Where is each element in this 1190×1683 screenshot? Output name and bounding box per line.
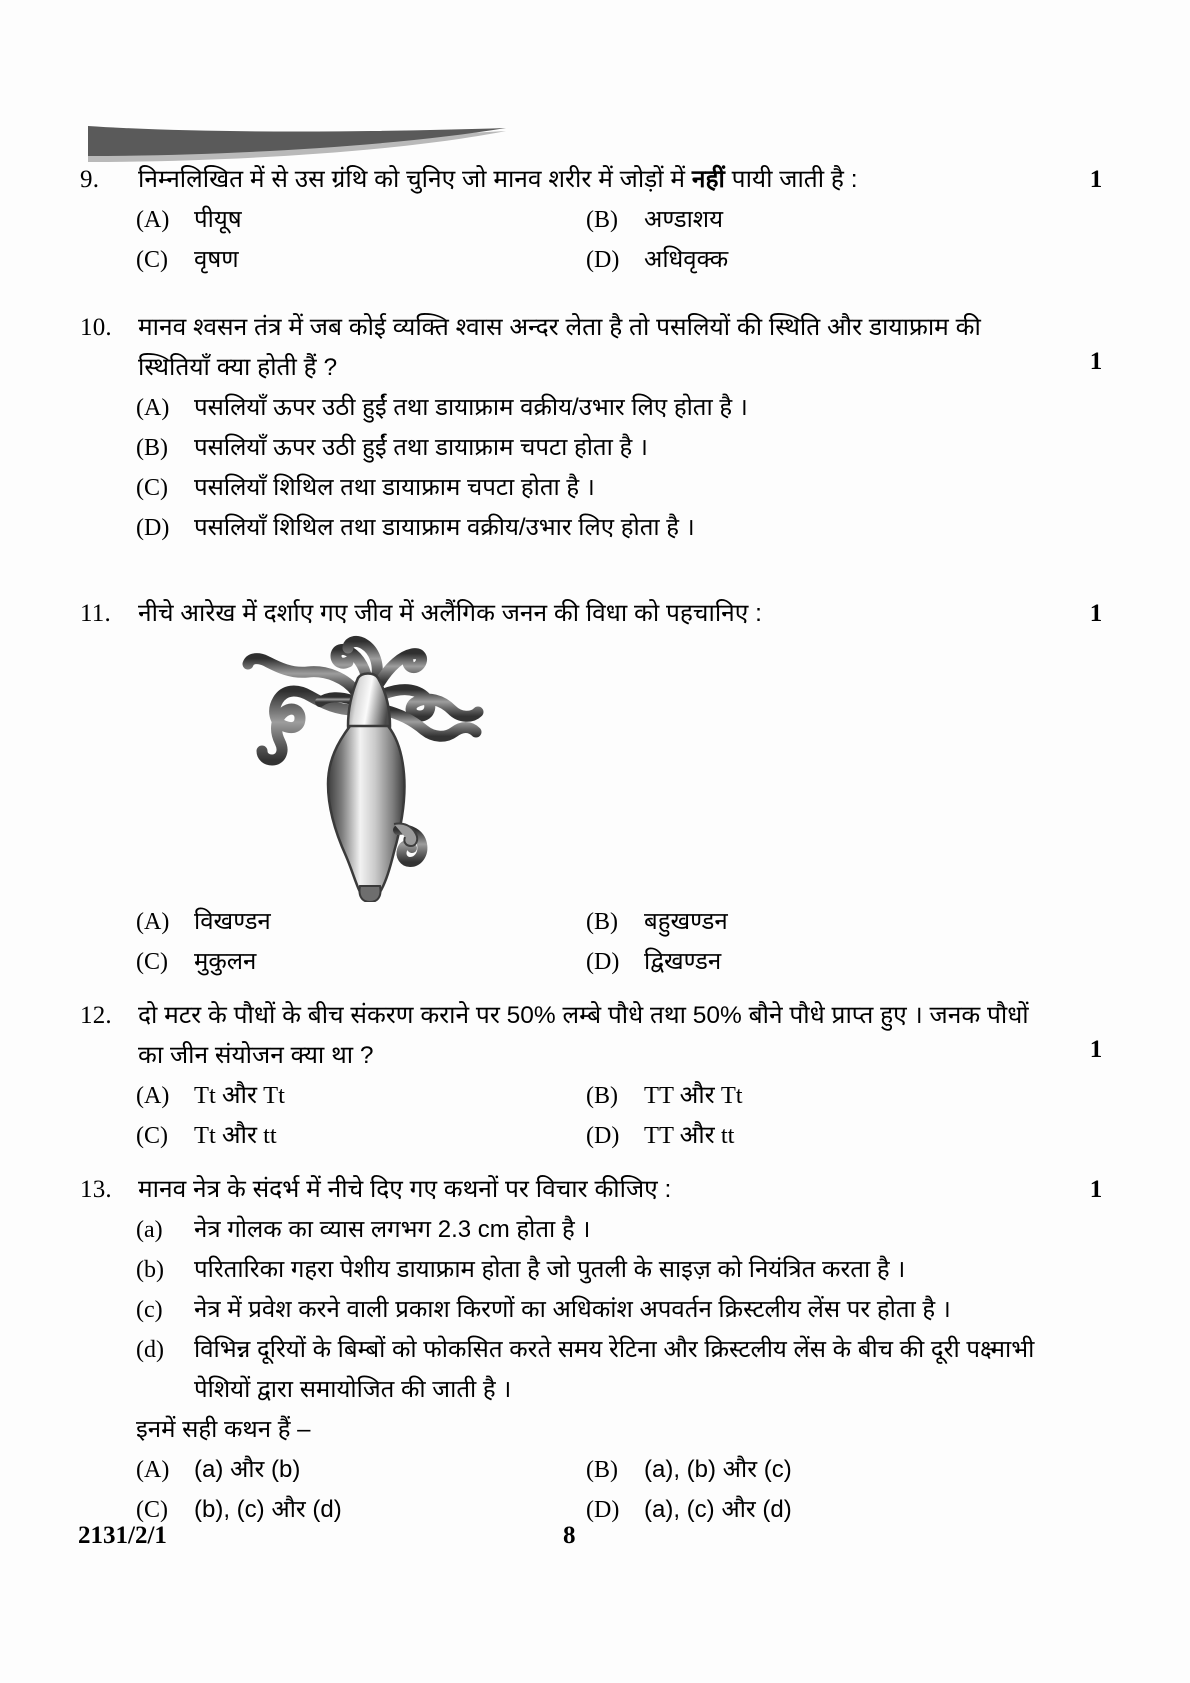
option-value: अधिवृक्क xyxy=(644,246,729,273)
option-label: (D) xyxy=(586,949,620,975)
statement-value: नेत्र गोलक का व्यास लगभग 2.3 cm होता है । xyxy=(194,1216,591,1243)
paper-code: 2131/2/1 xyxy=(78,1522,167,1549)
option-a[interactable] xyxy=(136,902,586,942)
question-13-lead-in: इनमें सही कथन हैं – xyxy=(136,1416,311,1443)
statement-value: नेत्र में प्रवेश करने वाली प्रकाश किरणों का अधिकांश अपवर्तन क्रिस्टलीय लेंस पर होता है । xyxy=(194,1296,951,1323)
option-value: विखण्डन xyxy=(194,908,271,935)
question-12-text: दो मटर के पौधों के बीच संकरण कराने पर 50% लम्बे पौधे तथा 50% बौने पौधे प्राप्त हुए । जनक पौधों का जीन संयोजन क्या था ? xyxy=(138,1002,1029,1069)
option-a[interactable] xyxy=(136,388,1086,428)
question-11-marks: 1 xyxy=(1089,600,1103,627)
question-9-stem xyxy=(78,160,1113,200)
option-value: Tt और tt xyxy=(194,1122,277,1149)
option-d[interactable] xyxy=(586,240,1036,280)
question-9-text xyxy=(138,160,1113,200)
question-10-number: 10. xyxy=(80,314,112,341)
option-b[interactable] xyxy=(586,1076,1036,1116)
question-11 xyxy=(78,594,1113,982)
question-9-number: 9. xyxy=(80,166,100,193)
question-13-marks: 1 xyxy=(1089,1176,1103,1203)
option-label: (C) xyxy=(136,949,168,975)
statement-label: (b) xyxy=(136,1257,164,1283)
statement-value: परितारिका गहरा पेशीय डायाफ्राम होता है जो पुतली के साइज़ को नियंत्रित करता है । xyxy=(194,1256,906,1283)
question-12-options xyxy=(136,1076,1036,1156)
option-a[interactable] xyxy=(136,200,586,240)
option-b[interactable] xyxy=(136,428,1086,468)
statement-d xyxy=(136,1330,1088,1410)
spacer xyxy=(78,548,1113,594)
question-10 xyxy=(78,308,1113,548)
question-9-options xyxy=(136,200,1036,280)
question-11-number: 11. xyxy=(80,600,111,627)
option-label: (D) xyxy=(586,1123,620,1149)
option-label: (D) xyxy=(136,515,170,541)
option-label: (B) xyxy=(586,1083,618,1109)
option-c[interactable] xyxy=(136,468,1086,508)
spacer xyxy=(78,280,1113,308)
option-value: (b), (c) और (d) xyxy=(194,1496,342,1523)
header-decoration xyxy=(88,118,500,164)
option-c[interactable] xyxy=(136,240,586,280)
statement-label: (d) xyxy=(136,1337,164,1363)
question-12-marks: 1 xyxy=(1089,1036,1103,1063)
option-label: (B) xyxy=(586,207,618,233)
question-9-emphasis: नहीं xyxy=(691,166,725,193)
option-label: (A) xyxy=(136,1457,170,1483)
option-value: (a) और (b) xyxy=(194,1456,301,1483)
option-label: (A) xyxy=(136,909,170,935)
option-value: वृषण xyxy=(194,246,239,273)
question-13-options xyxy=(136,1450,1036,1530)
question-10-options xyxy=(136,388,1086,548)
option-c[interactable] xyxy=(136,1490,586,1530)
statement-value: विभिन्न दूरियों के बिम्बों को फोकसित करते समय रेटिना और क्रिस्टलीय लेंस के बीच की दूरी पक्ष्माभी पेशियों द्वारा समायोजित की जाती है । xyxy=(194,1336,1035,1403)
option-value: बहुखण्डन xyxy=(644,908,728,935)
option-label: (A) xyxy=(136,1083,170,1109)
statement-label: (c) xyxy=(136,1297,163,1323)
question-10-stem xyxy=(78,308,1113,388)
option-value: पीयूष xyxy=(194,206,242,233)
option-label: (B) xyxy=(586,909,618,935)
option-value: पसलियाँ ऊपर उठी हुईं तथा डायाफ्राम वक्रीय/उभार लिए होता है । xyxy=(194,394,748,421)
option-c[interactable] xyxy=(136,942,586,982)
question-11-options xyxy=(136,902,1036,982)
question-10-text: मानव श्वसन तंत्र में जब कोई व्यक्ति श्वास अन्दर लेता है तो पसलियों की स्थिति और डायाफ्राम की स्थितियाँ क्या होती हैं ? xyxy=(138,314,981,381)
option-a[interactable] xyxy=(136,1076,586,1116)
option-a[interactable] xyxy=(136,1450,586,1490)
option-value: मुकुलन xyxy=(194,948,257,975)
statement-c xyxy=(136,1290,1088,1330)
question-12-number: 12. xyxy=(80,1002,112,1029)
question-13-stem xyxy=(78,1170,1113,1210)
option-label: (B) xyxy=(586,1457,618,1483)
option-d[interactable] xyxy=(586,942,1036,982)
questions-container xyxy=(78,160,1113,1530)
option-value: पसलियाँ ऊपर उठी हुईं तथा डायाफ्राम चपटा होता है । xyxy=(194,434,648,461)
question-9-text-part2: पायी जाती है : xyxy=(724,166,858,193)
option-label: (A) xyxy=(136,395,170,421)
option-label: (C) xyxy=(136,247,168,273)
option-label: (C) xyxy=(136,1497,168,1523)
question-9 xyxy=(78,160,1113,280)
option-d[interactable] xyxy=(136,508,1086,548)
option-value: द्विखण्डन xyxy=(644,948,722,975)
question-13-text: मानव नेत्र के संदर्भ में नीचे दिए गए कथनों पर विचार कीजिए : xyxy=(138,1176,672,1203)
option-value: (a), (c) और (d) xyxy=(644,1496,792,1523)
option-value: Tt और Tt xyxy=(194,1082,285,1109)
spacer xyxy=(78,1156,1113,1170)
question-9-text-part1: निम्नलिखित में से उस ग्रंथि को चुनिए जो मानव शरीर में जोड़ों में xyxy=(138,166,692,193)
question-13-number: 13. xyxy=(80,1176,112,1203)
option-value: TT और Tt xyxy=(644,1082,743,1109)
question-10-marks: 1 xyxy=(1089,348,1103,375)
option-value: TT और tt xyxy=(644,1122,735,1149)
option-label: (D) xyxy=(586,247,620,273)
question-11-stem xyxy=(78,594,1113,634)
option-value: अण्डाशय xyxy=(644,206,724,233)
question-13 xyxy=(78,1170,1113,1530)
question-12 xyxy=(78,996,1113,1156)
option-d[interactable] xyxy=(586,1490,1036,1530)
option-label: (B) xyxy=(136,435,168,461)
question-9-marks: 1 xyxy=(1089,166,1103,193)
option-b[interactable] xyxy=(586,902,1036,942)
question-12-stem xyxy=(78,996,1113,1076)
option-label: (C) xyxy=(136,475,168,501)
option-c[interactable] xyxy=(136,1116,586,1156)
option-d[interactable] xyxy=(586,1116,1036,1156)
statement-label: (a) xyxy=(136,1217,163,1243)
option-value: पसलियाँ शिथिल तथा डायाफ्राम वक्रीय/उभार लिए होता है । xyxy=(194,514,695,541)
page-number: 8 xyxy=(563,1522,576,1549)
spacer xyxy=(78,982,1113,996)
option-b[interactable] xyxy=(586,1450,1036,1490)
statement-b xyxy=(136,1250,1088,1290)
option-label: (A) xyxy=(136,207,170,233)
hydra-diagram xyxy=(228,634,528,902)
option-b[interactable] xyxy=(586,200,1036,240)
option-label: (D) xyxy=(586,1497,620,1523)
question-11-text: नीचे आरेख में दर्शाए गए जीव में अलैंगिक जनन की विधा को पहचानिए : xyxy=(138,600,762,627)
option-value: (a), (b) और (c) xyxy=(644,1456,792,1483)
statement-a xyxy=(136,1210,1088,1250)
option-value: पसलियाँ शिथिल तथा डायाफ्राम चपटा होता है । xyxy=(194,474,595,501)
option-label: (C) xyxy=(136,1123,168,1149)
